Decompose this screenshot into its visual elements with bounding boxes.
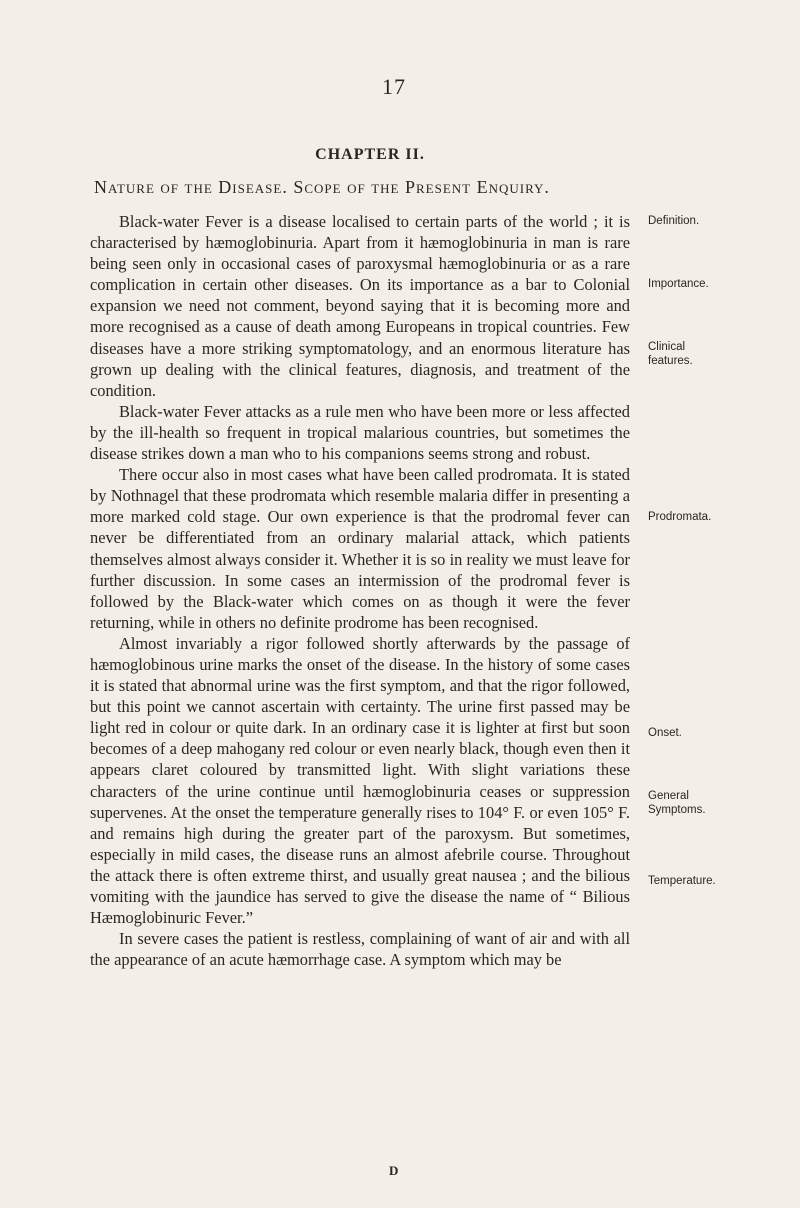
margin-note-temperature: Temperature.	[648, 875, 716, 887]
margin-note-clinical-features: Clinical features.	[648, 341, 693, 367]
page-number: 17	[382, 74, 406, 99]
section-title: Nature of the Disease. Scope of the Present Enquiry.	[94, 177, 550, 197]
paragraph-onset: Almost invariably a rigor followed shortly afterwards by the passage of hæmoglobinous urine marks the onset of the disease. In the history of some cases it is stated that abnormal urine was the first symptom, and that the rigor followed, but this point we cannot ascertain with certainty. The urine first passed may be light red in colour or quite dark. In an ordinary case it is lighter at first but soon becomes of a deep mahogany red colour or even nearly black, though even then it appears claret coloured by transmitted light. With slight variations these characters of the urine continue until hæmoglobinuria ceases or suppression supervenes. At the onset the temperature generally rises to 104° F. or even 105° F. and remains high during the greater part of the paroxysm. But sometimes, especially in mild cases, the disease runs an almost afebrile course. Throughout the attack there is often extreme thirst, and usually great nausea ; and the bilious vomiting with the jaundice has served to give the disease the name of “ Bilious Hæmoglobinuric Fever.”	[90, 633, 630, 928]
paragraph-severe-cases: In severe cases the patient is restless, complaining of want of air and with all the appearance of an acute hæmorrhage case. A symptom which may be	[90, 929, 630, 970]
chapter-heading: CHAPTER II.	[315, 146, 425, 163]
margin-note-onset: Onset.	[648, 727, 682, 739]
paragraph-attacks: Black-water Fever attacks as a rule men who have been more or less affected by the ill-health so frequent in tropical malarious countries, but sometimes the disease strikes down a man who to his companions seems strong and robust.	[90, 401, 630, 464]
paragraph-prodromata: There occur also in most cases what have been called prodromata. It is stated by Nothnagel that these prodromata which resemble malaria differ in presenting a more marked cold stage. Our own experience is that the prodromal fever can never be differentiated from an ordinary malarial attack, which patients themselves almost always consider it. Whether it is so in reality we must leave for further discussion. In some cases an intermission of the prodromal fever is followed by the Black-water which comes on as though it were the fever returning, while in others no definite prodrome has been recognised.	[90, 465, 630, 632]
margin-note-prodromata: Prodromata.	[648, 511, 712, 523]
body-text	[90, 211, 630, 970]
margin-note-general-symptoms: General Symptoms.	[648, 790, 706, 816]
signature-mark: D	[389, 1163, 399, 1178]
margin-note-importance: Importance.	[648, 278, 709, 290]
paragraph-definition: Black-water Fever is a disease localised to certain parts of the world ; it is characterised by hæmoglobinuria. Apart from it hæmoglobinuria in man is rare being seen only in occasional cases of paroxysmal hæmoglobinuria or as a rare complication in certain other diseases. On its importance as a bar to Colonial expansion we need not comment, beyond saying that it is becoming more and more recognised as a cause of death among Europeans in tropical countries. Few diseases have a more striking symptomatology, and an enormous literature has grown up dealing with the clinical features, diagnosis, and treatment of the condition.	[90, 212, 630, 400]
margin-note-definition: Definition.	[648, 215, 700, 227]
